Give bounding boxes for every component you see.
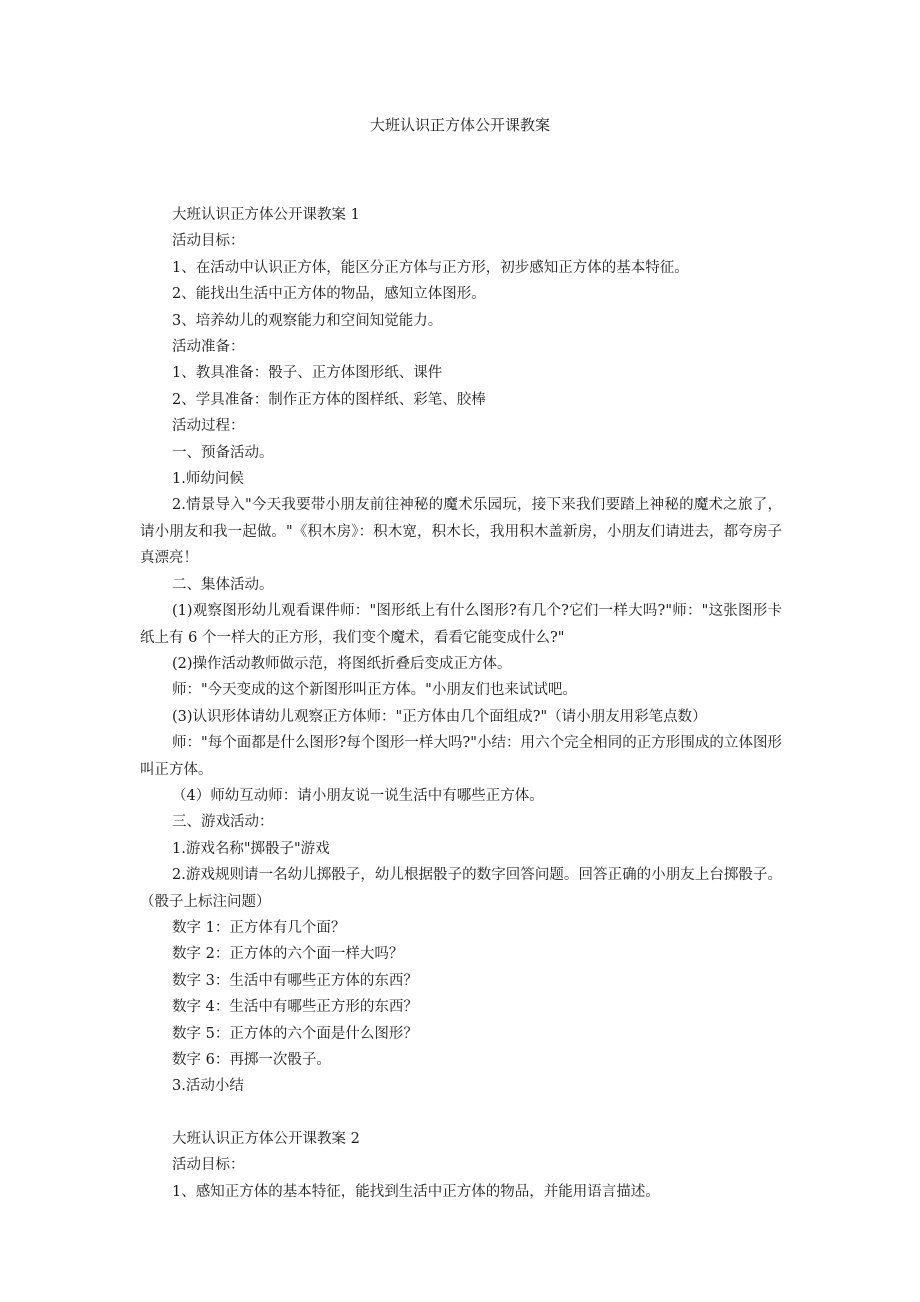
paragraph: 2、学具准备：制作正方体的图样纸、彩笔、胶棒 — [172, 391, 486, 408]
paragraph: (2)操作活动教师做示范，将图纸折叠后变成正方体。 — [172, 655, 512, 672]
paragraph: 活动目标： — [172, 1157, 245, 1174]
paragraph: 数字 2：正方体的六个面一样大吗？ — [172, 946, 404, 963]
paragraph: 3.活动小结 — [172, 1078, 244, 1095]
section-gap — [140, 1100, 782, 1126]
paragraph: 数字 6：再掷一次骰子。 — [172, 1052, 331, 1068]
lesson-plan-section-1 — [140, 202, 782, 1100]
paragraph: 1.游戏名称"掷骰子"游戏 — [172, 840, 330, 857]
paragraph: 一、预备活动。 — [172, 444, 274, 461]
paragraph: 2.游戏规则请一名幼儿掷骰子，幼儿根据骰子的数字回答问题。回答正确的小朋友上台掷骰子。（骰子上标注问题） — [140, 867, 782, 910]
paragraph: 3、培养幼儿的观察能力和空间知觉能力。 — [172, 312, 443, 329]
paragraph: 1.师幼问候 — [172, 471, 244, 488]
paragraph: 三、游戏活动： — [172, 814, 274, 831]
paragraph: 1、感知正方体的基本特征，能找到生活中正方体的物品，并能用语言描述。 — [172, 1183, 660, 1200]
paragraph: 活动目标： — [172, 233, 245, 250]
document-body — [140, 202, 782, 1205]
paragraph: 活动过程： — [172, 418, 245, 435]
document-title: 大班认识正方体公开课教案 — [369, 116, 550, 134]
paragraph: (3)认识形体请幼儿观察正方体师："正方体由几个面组成?"（请小朋友用彩笔点数） — [172, 708, 707, 725]
paragraph: 师："每个面都是什么图形?每个图形一样大吗?"小结：用六个完全相同的正方形围成的立体图形叫正方体。 — [140, 735, 782, 778]
paragraph: 数字 1：正方体有几个面？ — [172, 919, 346, 936]
paragraph: (1)观察图形幼儿观看课件师："图形纸上有什么图形?有几个?它们一样大吗?"师："这张图形卡纸上有 6 个一样大的正方形，我们变个魔术，看看它能变成什么?" — [140, 603, 782, 646]
paragraph: 2.情景导入"今天我要带小朋友前往神秘的魔术乐园玩，接下来我们要踏上神秘的魔术之旅了，请小朋友和我一起做。"《积木房》：积木宽，积木长，我用积木盖新房，小朋友们请进去，都夸房子真漂亮！ — [140, 497, 782, 567]
paragraph: 大班认识正方体公开课教案 1 — [172, 207, 360, 223]
paragraph: 数字 5：正方体的六个面是什么图形？ — [172, 1025, 418, 1042]
paragraph: 数字 3：生活中有哪些正方体的东西？ — [172, 972, 418, 989]
paragraph: 2、能找出生活中正方体的物品，感知立体图形。 — [172, 286, 486, 303]
paragraph: 数字 4：生活中有哪些正方形的东西？ — [172, 999, 418, 1016]
paragraph: 大班认识正方体公开课教案 2 — [172, 1130, 360, 1147]
paragraph: 师："今天变成的这个新图形叫正方体。"小朋友们也来试试吧。 — [172, 682, 577, 699]
lesson-plan-section-2 — [140, 1126, 782, 1205]
paragraph: （4）师幼互动师：请小朋友说一说生活中有哪些正方体。 — [172, 787, 544, 804]
paragraph: 二、集体活动。 — [172, 576, 274, 593]
paragraph: 1、教具准备：骰子、正方体图形纸、课件 — [172, 365, 443, 382]
paragraph: 活动准备： — [172, 339, 245, 356]
paragraph: 1、在活动中认识正方体，能区分正方体与正方形，初步感知正方体的基本特征。 — [172, 259, 689, 276]
